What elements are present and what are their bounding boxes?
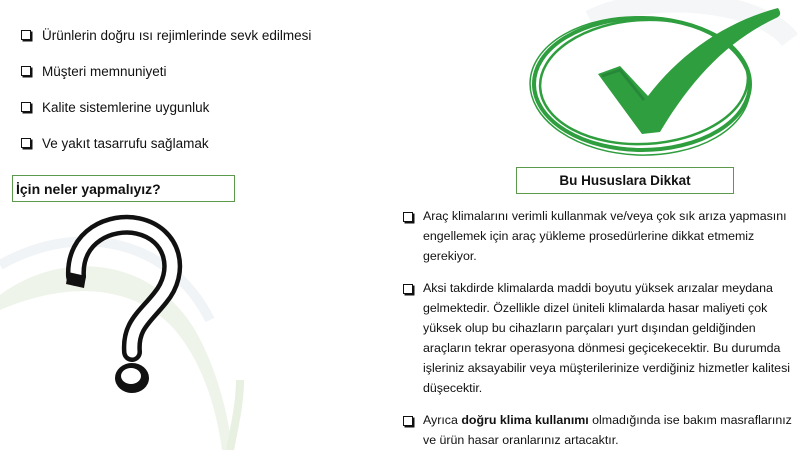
list-item [21, 134, 311, 152]
list-item-text [423, 410, 795, 450]
list-item-text: Kalite sistemlerine uygunluk [42, 99, 210, 115]
checkbox-bullet-icon [403, 284, 413, 294]
attention-list [403, 206, 795, 462]
checkbox-bullet-icon [403, 212, 413, 222]
attention-heading: Bu Hususlara Dikkat [516, 167, 734, 194]
checkbox-bullet-icon [21, 30, 31, 40]
list-item-text: Müşteri memnuniyeti [42, 63, 167, 79]
what-to-do-heading: İçin neler yapmalıyız? [12, 175, 235, 202]
list-item [403, 410, 795, 450]
list-item [403, 278, 795, 398]
goals-list [21, 26, 311, 170]
list-item-text: Ürünlerin doğru ısı rejimlerinde sevk edilmesi [42, 27, 312, 43]
list-item [21, 26, 311, 44]
text-suffix: olmadığında ise bakım masraflarınız ve ürün hasar oranlarınız artacaktır. [423, 413, 792, 447]
list-item-text: Araç klimalarını verimli kullanmak ve/veya çok sık arıza yapmasını engellemek için araç yükleme prosedürlerine dikkat etmemiz gerekiyor. [423, 209, 787, 263]
list-item [21, 98, 311, 116]
list-item [403, 206, 795, 266]
question-mark-icon [56, 214, 186, 404]
list-item [21, 62, 311, 80]
green-checkmark-icon [520, 4, 788, 162]
text-prefix: Ayrıca [423, 413, 462, 427]
list-item-text: Aksi takdirde klimalarda maddi boyutu yüksek arızalar meydana gelmektedir. Özellikle dizel üniteli klimalarda hasar maliyeti çok yüksek olup bu cihazların parçaları yurt dışından geldiğinden araçların tekrar operasyona dönmesi geçicekecektir. Bu durumda işleriniz aksayabilir veya müşterilerinize verdiğiniz hizmetler kalitesi düşecektir. [423, 281, 791, 395]
checkbox-bullet-icon [21, 66, 31, 76]
checkbox-bullet-icon [403, 416, 413, 426]
checkbox-bullet-icon [21, 102, 31, 112]
checkbox-bullet-icon [21, 138, 31, 148]
bold-phrase: doğru klima kullanımı [461, 413, 589, 427]
list-item-text: Ve yakıt tasarrufu sağlamak [42, 135, 209, 151]
